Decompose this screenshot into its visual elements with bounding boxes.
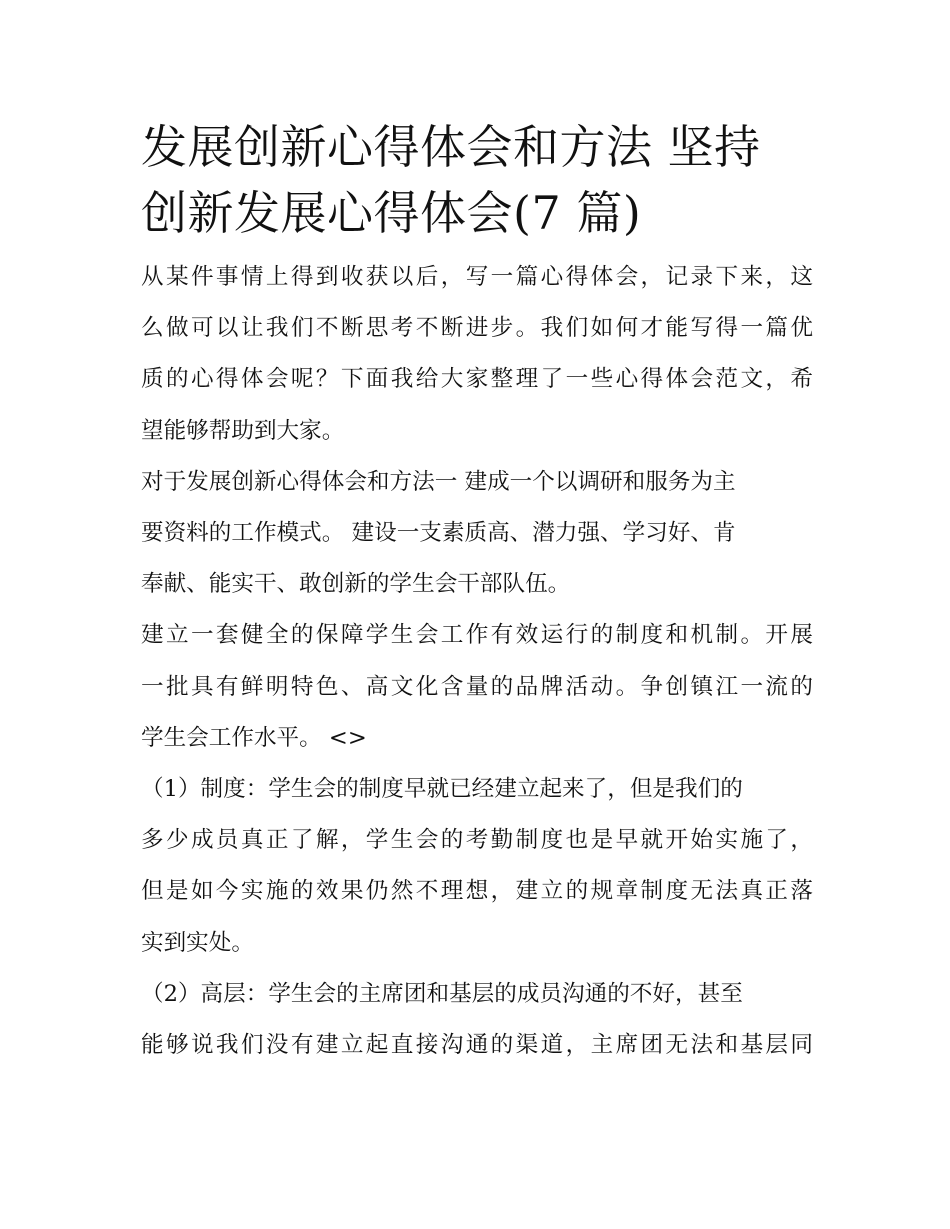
text-line: 奉献、能实干、敢创新的学生会干部队伍。 bbox=[141, 571, 571, 598]
text-line: 要资料的工作模式。 建设一支素质高、潜力强、学习好、肯 bbox=[141, 520, 736, 547]
text-line: 对于发展创新心得体会和方法一 建成一个以调研和服务为主 bbox=[141, 468, 736, 495]
paragraph-point-2 bbox=[141, 969, 813, 1071]
document-title bbox=[141, 114, 813, 246]
text-line: 质的心得体会呢？下面我给大家整理了一些心得体会范文，希 bbox=[141, 366, 813, 393]
text-line: 实到实处。 bbox=[141, 929, 254, 956]
paragraph-point-1 bbox=[141, 764, 813, 969]
document-content bbox=[141, 114, 813, 1071]
text-line: 多少成员真正了解，学生会的考勤制度也是早就开始实施了， bbox=[141, 827, 813, 854]
document-body bbox=[141, 252, 813, 1071]
text-line: 一批具有鲜明特色、高文化含量的品牌活动。争创镇江一流的 bbox=[141, 673, 813, 700]
text-line: 么做可以让我们不断思考不断进步。我们如何才能写得一篇优 bbox=[141, 315, 813, 342]
text-line: 建立一套健全的保障学生会工作有效运行的制度和机制。开展 bbox=[141, 622, 813, 649]
paragraph-system bbox=[141, 610, 813, 764]
paragraph-intro bbox=[141, 252, 813, 457]
text-line: 望能够帮助到大家。 bbox=[141, 417, 345, 444]
text-line: 从某件事情上得到收获以后，写一篇心得体会，记录下来，这 bbox=[141, 264, 813, 290]
paragraph-method-one bbox=[141, 457, 813, 611]
title-line-1: 发展创新心得体会和方法 坚持 bbox=[141, 120, 761, 174]
text-line: 能够说我们没有建立起直接沟通的渠道，主席团无法和基层同 bbox=[141, 1032, 813, 1059]
text-line: 学生会工作水平。 <> bbox=[141, 724, 367, 751]
text-line: （2）高层：学生会的主席团和基层的成员沟通的不好，甚至 bbox=[141, 980, 743, 1007]
text-line: （1）制度：学生会的制度早就已经建立起来了，但是我们的 bbox=[141, 776, 743, 803]
text-line: 但是如今实施的效果仍然不理想，建立的规章制度无法真正落 bbox=[141, 878, 813, 905]
title-line-2: 创新发展心得体会(7 篇) bbox=[141, 186, 642, 240]
